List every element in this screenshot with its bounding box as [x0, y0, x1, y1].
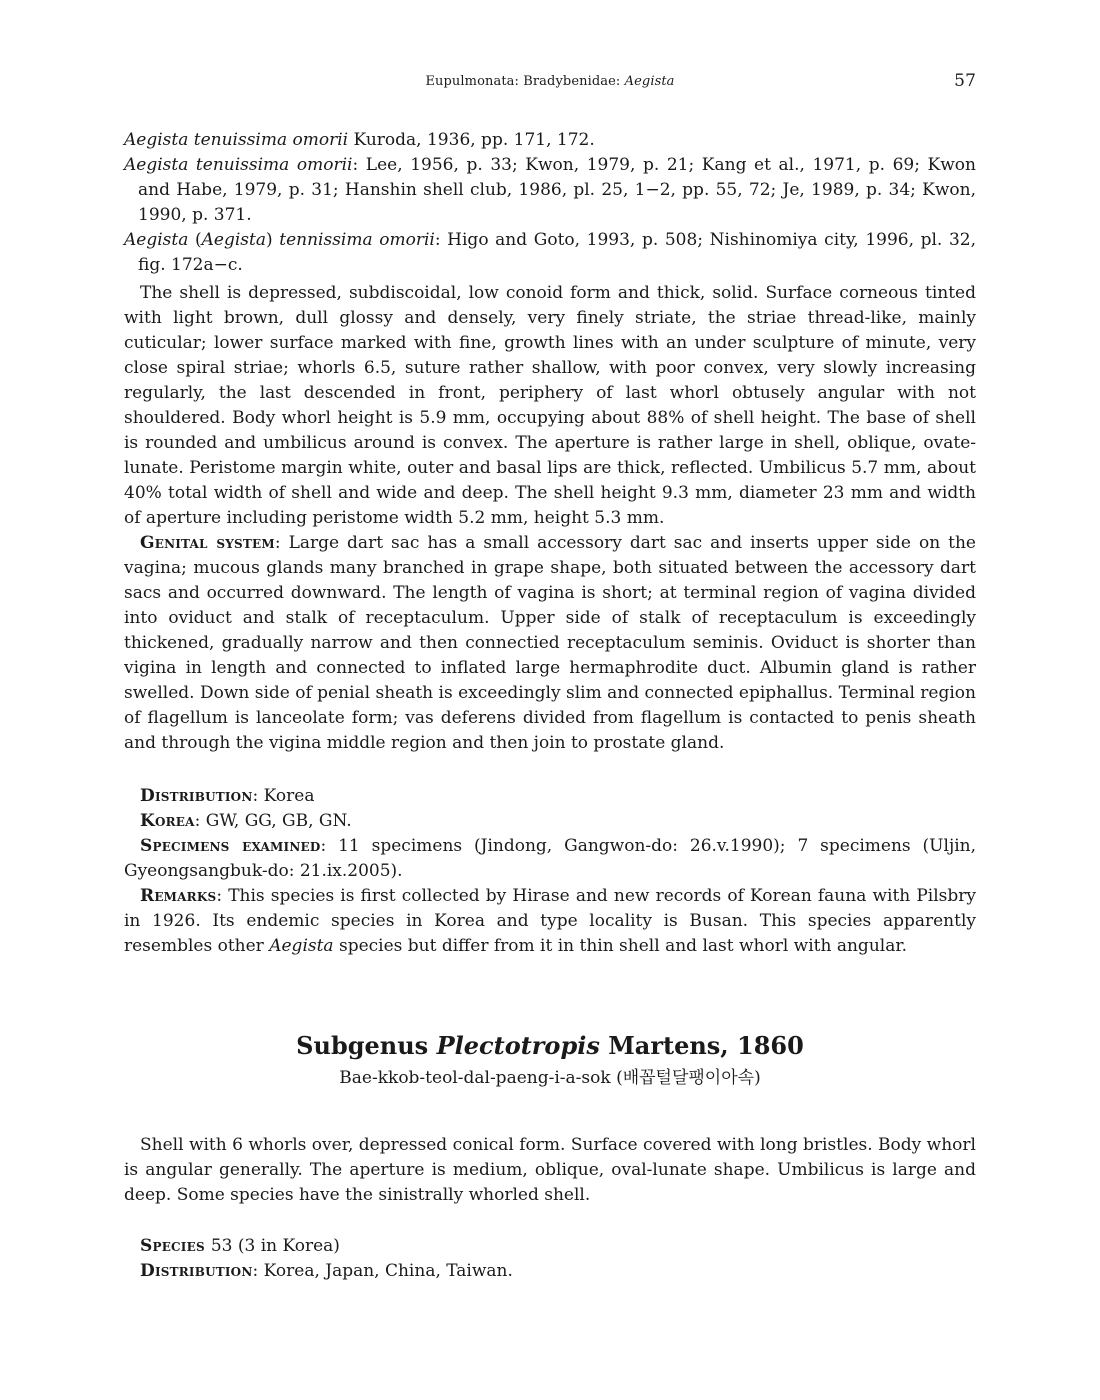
shell-description: The shell is depressed, subdiscoidal, low conoid form and thick, solid. Surface corneous tinted with light brown, dull glossy and densely, very finely striate, the striae thread-like, mainly cuticular; lower surface marked with fine, growth lines with an under sculpture of minute, very close spiral striae; whorls 6.5, suture rather shallow, with poor convex, very slowly increasing regularly, the last descended in front, periphery of last whorl obtusely angular with not shouldered. Body whorl height is 5.9 mm, occupying about 88% of shell height. The base of shell is rounded and umbilicus around is convex. The aperture is rather large in shell, oblique, ovate-lunate. Peristome margin white, outer and basal lips are thick, reflected. Umbilicus 5.7 mm, about 40% total width of shell and wide and deep. The shell height 9.3 mm, diameter 23 mm and width of aperture including peristome width 5.2 mm, height 5.3 mm. — [124, 283, 976, 528]
subgenus-distribution-label: Distribution — [140, 1261, 253, 1281]
citation-text: : Higo and Goto, 1993, p. 508; Nishinomiya city, 1996, pl. 32, fig. 172a−c. — [138, 230, 976, 275]
subgenus-description-text: Shell with 6 whorls over, depressed conical form. Surface covered with long bristles. Body whorl is angular generally. The aperture is medium, oblique, oval-lunate shape. Umbilicus is large and deep. Some species have the sinistrally whorled shell. — [124, 1135, 976, 1205]
subgenus-distribution-text: : Korea, Japan, China, Taiwan. — [252, 1261, 513, 1281]
korea-label: Korea — [140, 811, 195, 831]
running-head — [124, 71, 976, 98]
paren-close: ) — [265, 230, 280, 250]
subgenus-authority: Martens, 1860 — [599, 1031, 804, 1060]
remarks-line — [124, 884, 976, 959]
distribution-label: Distribution — [140, 786, 253, 806]
subgenus-description — [124, 1133, 976, 1208]
subgenus-distribution-line — [124, 1259, 976, 1284]
subgenus-name: Aegista — [201, 230, 266, 250]
remarks-label: Remarks — [140, 886, 217, 906]
specimens-text: : 11 specimens (Jindong, Gangwon-do: 26.v.1990); 7 specimens (Uljin, Gyeongsangbuk-do: 21.ix.2005). — [124, 836, 977, 881]
citation-text: Kuroda, 1936, pp. 171, 172. — [348, 130, 595, 150]
korea-text: : GW, GG, GB, GN. — [194, 811, 352, 831]
running-head-text: Eupulmonata: Bradybenidae: — [425, 74, 625, 89]
description-section — [124, 281, 976, 756]
subgenus-meta — [124, 1234, 976, 1284]
synonymy-entry — [124, 128, 976, 153]
distribution-line — [124, 784, 976, 809]
genital-system-label: Genital system — [140, 533, 275, 553]
synonymy-list — [124, 128, 976, 278]
subgenus-name: Plectotropis — [436, 1031, 600, 1060]
subgenus-title — [124, 1030, 976, 1062]
subgenus-heading — [124, 1030, 976, 1092]
records-section — [124, 784, 976, 959]
subgenus-korean-name: Bae-kkob-teol-dal-paeng-i-a-sok (배꼽털달팽이아속) — [339, 1068, 761, 1088]
korea-line — [124, 809, 976, 834]
page-number: 57 — [954, 71, 976, 91]
taxon-name: Aegista tenuissima omorii — [124, 155, 353, 175]
taxon-name: Aegista — [124, 230, 189, 250]
specimens-line — [124, 834, 976, 884]
specimens-label: Specimens examined — [140, 836, 321, 856]
genital-system-text: : Large dart sac has a small accessory dart sac and inserts upper side on the vagina; mucous glands many branched in grape shape, both situated between the accessory dart sacs and occurred downward. The length of vagina is short; at terminal region of vagina divided into oviduct and stalk of receptaculum. Upper side of stalk of receptaculum is exceedingly thickened, gradually narrow and then connectied receptaculum seminis. Oviduct is shorter than vigina in length and connected to inflated large hermaphrodite duct. Albumin gland is rather swelled. Down side of penial sheath is exceedingly slim and connected epiphallus. Terminal region of flagellum is lanceolate form; vas deferens divided from flagellum is contacted to penis sheath and through the vigina middle region and then join to prostate gland. — [124, 533, 976, 753]
synonymy-entry — [124, 153, 976, 228]
paren-open: ( — [188, 230, 202, 250]
remarks-genus: Aegista — [269, 936, 334, 956]
remarks-text-end: species but differ from it in thin shell and last whorl with angular. — [333, 936, 907, 956]
taxon-name: Aegista tenuissima omorii — [124, 130, 349, 150]
remarks-text: : This species is first collected by Hirase and new records of Korean fauna with Pilsbry in 1926. Its endemic species in Korea and type locality is Busan. This species apparently resembles other — [124, 886, 976, 956]
taxon-name: tennissima omorii — [279, 230, 435, 250]
genital-system-paragraph — [124, 531, 976, 756]
species-line — [124, 1234, 976, 1259]
species-text: 53 (3 in Korea) — [210, 1236, 340, 1256]
species-label: Species — [140, 1236, 205, 1256]
synonymy-entry — [124, 228, 976, 278]
distribution-text: : Korea — [252, 786, 315, 806]
subgenus-prefix: Subgenus — [296, 1031, 437, 1060]
citation-text: : Lee, 1956, p. 33; Kwon, 1979, p. 21; Kang et al., 1971, p. 69; Kwon and Habe, 1979, p. 31; Hanshin shell club, 1986, pl. 25, 1−2, pp. 55, 72; Je, 1989, p. 34; Kwon, 1990, p. 371. — [138, 155, 976, 225]
running-head-genus: Aegista — [624, 74, 675, 89]
